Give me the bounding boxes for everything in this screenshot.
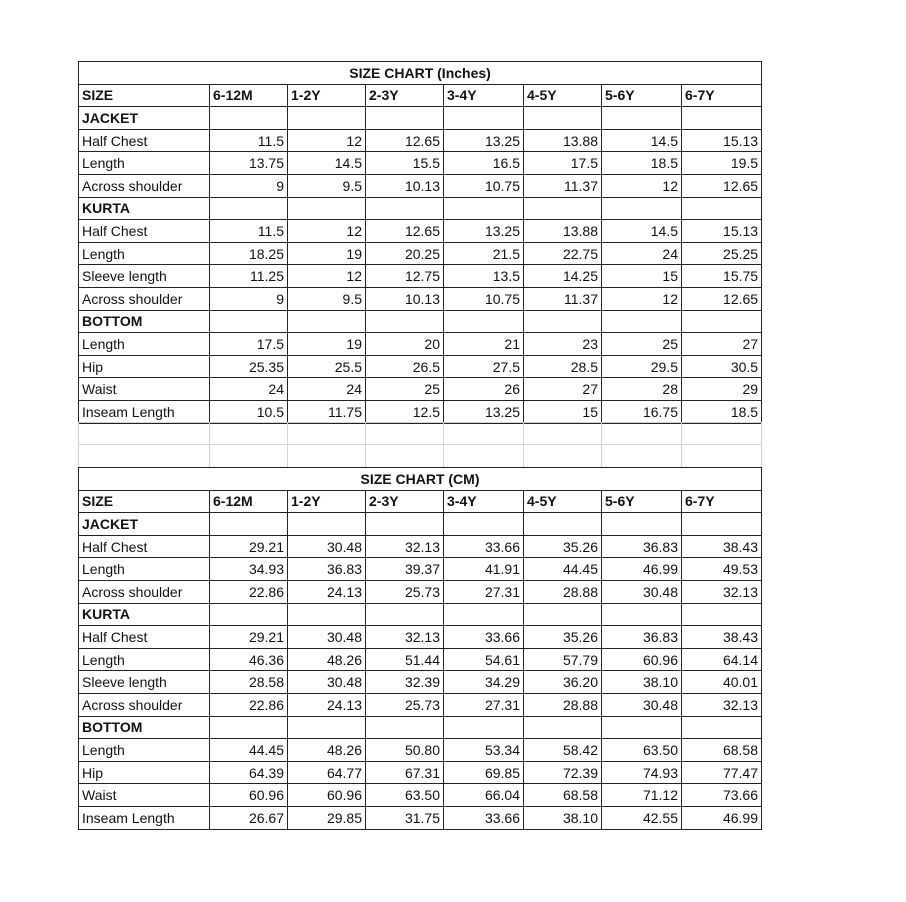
measurement-value: 15.5: [366, 152, 444, 175]
measurement-value: 14.25: [524, 265, 602, 288]
measurement-value: 17.5: [210, 333, 288, 356]
measurement-value: 12: [288, 265, 366, 288]
measurement-value: 38.43: [682, 626, 762, 649]
measurement-label: Across shoulder: [79, 580, 210, 603]
measurement-label: Length: [79, 152, 210, 175]
measurement-value: 25.73: [366, 580, 444, 603]
measurement-label: Hip: [79, 355, 210, 378]
measurement-label: Inseam Length: [79, 806, 210, 829]
measurement-value: 64.39: [210, 761, 288, 784]
section-heading: BOTTOM: [79, 716, 210, 739]
measurement-value: 57.79: [524, 648, 602, 671]
cm-table: [78, 467, 762, 830]
empty-cell: [444, 513, 524, 536]
size-column-header: 6-12M: [210, 84, 288, 107]
empty-cell: [602, 603, 682, 626]
measurement-value: 13.75: [210, 152, 288, 175]
measurement-value: 13.25: [444, 129, 524, 152]
measurement-value: 12.75: [366, 265, 444, 288]
measurement-value: 60.96: [288, 784, 366, 807]
measurement-value: 10.13: [366, 174, 444, 197]
measurement-value: 12.5: [366, 400, 444, 423]
measurement-value: 33.66: [444, 535, 524, 558]
measurement-value: 22.86: [210, 693, 288, 716]
empty-cell: [602, 107, 682, 130]
table-row: [79, 287, 762, 310]
measurement-label: Length: [79, 558, 210, 581]
measurement-value: 13.88: [524, 220, 602, 243]
measurement-value: 73.66: [682, 784, 762, 807]
measurement-value: 28.88: [524, 580, 602, 603]
measurement-value: 29: [682, 378, 762, 401]
measurement-value: 32.13: [366, 626, 444, 649]
measurement-value: 63.50: [602, 739, 682, 762]
section-heading: KURTA: [79, 197, 210, 220]
measurement-value: 25: [366, 378, 444, 401]
measurement-value: 53.34: [444, 739, 524, 762]
size-column-header: 1-2Y: [288, 490, 366, 513]
measurement-value: 35.26: [524, 535, 602, 558]
measurement-value: 40.01: [682, 671, 762, 694]
measurement-value: 36.20: [524, 671, 602, 694]
measurement-value: 14.5: [602, 129, 682, 152]
measurement-value: 27.5: [444, 355, 524, 378]
empty-cell: [524, 716, 602, 739]
table-row: [79, 152, 762, 175]
measurement-value: 35.26: [524, 626, 602, 649]
measurement-value: 77.47: [682, 761, 762, 784]
measurement-value: 30.48: [602, 693, 682, 716]
section-heading: JACKET: [79, 107, 210, 130]
size-column-header: 2-3Y: [366, 84, 444, 107]
measurement-value: 29.21: [210, 535, 288, 558]
empty-cell: [210, 107, 288, 130]
measurement-label: Across shoulder: [79, 287, 210, 310]
measurement-value: 24.13: [288, 693, 366, 716]
empty-cell: [602, 310, 682, 333]
measurement-value: 27.31: [444, 580, 524, 603]
empty-cell: [210, 603, 288, 626]
measurement-value: 30.48: [602, 580, 682, 603]
table-row: [79, 626, 762, 649]
empty-cell: [210, 310, 288, 333]
measurement-value: 22.86: [210, 580, 288, 603]
measurement-value: 27: [682, 333, 762, 356]
measurement-value: 18.25: [210, 242, 288, 265]
measurement-value: 12.65: [366, 129, 444, 152]
table-row: [79, 378, 762, 401]
table-row: [79, 355, 762, 378]
measurement-value: 38.43: [682, 535, 762, 558]
measurement-value: 14.5: [602, 220, 682, 243]
size-column-header: 4-5Y: [524, 84, 602, 107]
measurement-value: 68.58: [682, 739, 762, 762]
measurement-value: 10.75: [444, 287, 524, 310]
measurement-value: 9.5: [288, 287, 366, 310]
empty-cell: [366, 603, 444, 626]
measurement-value: 32.13: [682, 580, 762, 603]
table-row: [79, 558, 762, 581]
measurement-value: 11.5: [210, 129, 288, 152]
table-row: [79, 580, 762, 603]
empty-cell: [444, 197, 524, 220]
measurement-value: 12: [288, 220, 366, 243]
measurement-value: 18.5: [602, 152, 682, 175]
measurement-value: 36.83: [602, 626, 682, 649]
measurement-value: 19: [288, 333, 366, 356]
table-row: [79, 129, 762, 152]
measurement-value: 11.5: [210, 220, 288, 243]
section-heading: JACKET: [79, 513, 210, 536]
measurement-value: 10.13: [366, 287, 444, 310]
measurement-value: 28.88: [524, 693, 602, 716]
measurement-value: 11.37: [524, 287, 602, 310]
measurement-value: 42.55: [602, 806, 682, 829]
empty-cell: [366, 310, 444, 333]
measurement-value: 13.88: [524, 129, 602, 152]
chart-title: SIZE CHART (Inches): [79, 62, 762, 85]
empty-cell: [524, 513, 602, 536]
empty-cell: [366, 197, 444, 220]
empty-cell: [288, 197, 366, 220]
measurement-value: 15: [524, 400, 602, 423]
table-row: [79, 174, 762, 197]
measurement-value: 48.26: [288, 648, 366, 671]
size-chart-inches: [78, 61, 761, 424]
measurement-value: 23: [524, 333, 602, 356]
measurement-value: 25: [602, 333, 682, 356]
empty-cell: [366, 513, 444, 536]
size-column-header: 1-2Y: [288, 84, 366, 107]
size-column-header: 3-4Y: [444, 84, 524, 107]
size-column-header: 6-7Y: [682, 84, 762, 107]
measurement-value: 69.85: [444, 761, 524, 784]
measurement-value: 13.5: [444, 265, 524, 288]
measurement-label: Half Chest: [79, 535, 210, 558]
measurement-value: 24: [210, 378, 288, 401]
empty-cell: [210, 716, 288, 739]
measurement-value: 32.39: [366, 671, 444, 694]
measurement-value: 46.99: [602, 558, 682, 581]
measurement-value: 22.75: [524, 242, 602, 265]
empty-cell: [682, 310, 762, 333]
measurement-value: 33.66: [444, 806, 524, 829]
measurement-value: 17.5: [524, 152, 602, 175]
empty-cell: [366, 716, 444, 739]
empty-cell: [288, 716, 366, 739]
empty-cell: [444, 310, 524, 333]
measurement-value: 50.80: [366, 739, 444, 762]
measurement-value: 14.5: [288, 152, 366, 175]
empty-cell: [288, 513, 366, 536]
measurement-label: Waist: [79, 784, 210, 807]
table-row: [79, 806, 762, 829]
measurement-label: Length: [79, 739, 210, 762]
empty-cell: [682, 107, 762, 130]
measurement-value: 34.93: [210, 558, 288, 581]
measurement-label: Half Chest: [79, 129, 210, 152]
measurement-value: 46.99: [682, 806, 762, 829]
size-column-header: 3-4Y: [444, 490, 524, 513]
measurement-value: 30.48: [288, 671, 366, 694]
measurement-value: 36.83: [288, 558, 366, 581]
measurement-value: 38.10: [524, 806, 602, 829]
measurement-value: 12.65: [682, 287, 762, 310]
measurement-value: 63.50: [366, 784, 444, 807]
measurement-value: 21: [444, 333, 524, 356]
empty-cell: [602, 197, 682, 220]
measurement-value: 30.5: [682, 355, 762, 378]
size-header: SIZE: [79, 84, 210, 107]
empty-cell: [682, 513, 762, 536]
measurement-value: 28: [602, 378, 682, 401]
measurement-value: 27: [524, 378, 602, 401]
measurement-value: 39.37: [366, 558, 444, 581]
table-row: [79, 220, 762, 243]
measurement-label: Length: [79, 648, 210, 671]
size-chart-cm: [78, 467, 761, 830]
empty-cell: [288, 603, 366, 626]
empty-cell: [524, 310, 602, 333]
measurement-value: 72.39: [524, 761, 602, 784]
measurement-value: 13.25: [444, 400, 524, 423]
measurement-value: 10.75: [444, 174, 524, 197]
measurement-value: 28.5: [524, 355, 602, 378]
measurement-value: 20: [366, 333, 444, 356]
empty-cell: [444, 603, 524, 626]
measurement-value: 26.5: [366, 355, 444, 378]
measurement-value: 13.25: [444, 220, 524, 243]
measurement-value: 29.85: [288, 806, 366, 829]
measurement-value: 16.75: [602, 400, 682, 423]
measurement-value: 25.35: [210, 355, 288, 378]
measurement-value: 15: [602, 265, 682, 288]
measurement-value: 9: [210, 287, 288, 310]
measurement-value: 25.73: [366, 693, 444, 716]
measurement-value: 36.83: [602, 535, 682, 558]
measurement-value: 18.5: [682, 400, 762, 423]
empty-cell: [682, 716, 762, 739]
measurement-value: 31.75: [366, 806, 444, 829]
measurement-value: 25.25: [682, 242, 762, 265]
size-column-header: 5-6Y: [602, 84, 682, 107]
measurement-value: 12: [602, 174, 682, 197]
size-column-header: 6-7Y: [682, 490, 762, 513]
size-column-header: 6-12M: [210, 490, 288, 513]
measurement-value: 67.31: [366, 761, 444, 784]
table-row: [79, 242, 762, 265]
table-row: [79, 693, 762, 716]
measurement-value: 58.42: [524, 739, 602, 762]
measurement-value: 12.65: [366, 220, 444, 243]
measurement-value: 66.04: [444, 784, 524, 807]
measurement-value: 74.93: [602, 761, 682, 784]
measurement-value: 49.53: [682, 558, 762, 581]
measurement-value: 71.12: [602, 784, 682, 807]
inches-table: [78, 61, 762, 424]
measurement-label: Waist: [79, 378, 210, 401]
measurement-value: 19: [288, 242, 366, 265]
empty-cell: [288, 310, 366, 333]
measurement-value: 21.5: [444, 242, 524, 265]
size-column-header: 4-5Y: [524, 490, 602, 513]
empty-cell: [602, 716, 682, 739]
empty-cell: [210, 197, 288, 220]
measurement-value: 54.61: [444, 648, 524, 671]
measurement-value: 46.36: [210, 648, 288, 671]
measurement-value: 64.14: [682, 648, 762, 671]
empty-cell: [524, 197, 602, 220]
measurement-label: Length: [79, 333, 210, 356]
measurement-value: 28.58: [210, 671, 288, 694]
table-row: [79, 648, 762, 671]
measurement-value: 38.10: [602, 671, 682, 694]
measurement-value: 11.75: [288, 400, 366, 423]
measurement-value: 12.65: [682, 174, 762, 197]
measurement-value: 64.77: [288, 761, 366, 784]
table-row: [79, 400, 762, 423]
chart-title: SIZE CHART (CM): [79, 468, 762, 491]
measurement-value: 11.25: [210, 265, 288, 288]
table-row: [79, 535, 762, 558]
measurement-label: Half Chest: [79, 220, 210, 243]
empty-cell: [366, 107, 444, 130]
size-header: SIZE: [79, 490, 210, 513]
measurement-value: 9.5: [288, 174, 366, 197]
size-column-header: 2-3Y: [366, 490, 444, 513]
table-row: [79, 784, 762, 807]
measurement-value: 15.75: [682, 265, 762, 288]
measurement-label: Inseam Length: [79, 400, 210, 423]
empty-cell: [524, 603, 602, 626]
measurement-label: Hip: [79, 761, 210, 784]
empty-cell: [444, 716, 524, 739]
measurement-value: 24.13: [288, 580, 366, 603]
measurement-value: 51.44: [366, 648, 444, 671]
measurement-value: 48.26: [288, 739, 366, 762]
measurement-value: 34.29: [444, 671, 524, 694]
measurement-value: 26.67: [210, 806, 288, 829]
table-row: [79, 761, 762, 784]
measurement-label: Across shoulder: [79, 693, 210, 716]
measurement-value: 60.96: [602, 648, 682, 671]
measurement-value: 29.5: [602, 355, 682, 378]
measurement-value: 44.45: [210, 739, 288, 762]
table-row: [79, 739, 762, 762]
measurement-value: 11.37: [524, 174, 602, 197]
measurement-value: 15.13: [682, 129, 762, 152]
measurement-value: 12: [288, 129, 366, 152]
measurement-value: 44.45: [524, 558, 602, 581]
table-row: [79, 671, 762, 694]
empty-cell: [444, 107, 524, 130]
measurement-value: 24: [602, 242, 682, 265]
section-heading: BOTTOM: [79, 310, 210, 333]
empty-cell: [524, 107, 602, 130]
empty-cell: [602, 513, 682, 536]
measurement-value: 33.66: [444, 626, 524, 649]
empty-cell: [682, 603, 762, 626]
measurement-value: 12: [602, 287, 682, 310]
measurement-value: 27.31: [444, 693, 524, 716]
measurement-value: 26: [444, 378, 524, 401]
measurement-value: 25.5: [288, 355, 366, 378]
empty-cell: [210, 513, 288, 536]
section-heading: KURTA: [79, 603, 210, 626]
measurement-value: 20.25: [366, 242, 444, 265]
measurement-label: Sleeve length: [79, 265, 210, 288]
measurement-value: 9: [210, 174, 288, 197]
measurement-value: 24: [288, 378, 366, 401]
measurement-value: 60.96: [210, 784, 288, 807]
table-row: [79, 265, 762, 288]
empty-cell: [682, 197, 762, 220]
measurement-value: 30.48: [288, 626, 366, 649]
size-column-header: 5-6Y: [602, 490, 682, 513]
measurement-value: 16.5: [444, 152, 524, 175]
measurement-label: Across shoulder: [79, 174, 210, 197]
measurement-value: 30.48: [288, 535, 366, 558]
empty-cell: [288, 107, 366, 130]
measurement-label: Half Chest: [79, 626, 210, 649]
measurement-value: 32.13: [366, 535, 444, 558]
measurement-value: 15.13: [682, 220, 762, 243]
measurement-value: 10.5: [210, 400, 288, 423]
measurement-value: 68.58: [524, 784, 602, 807]
table-row: [79, 333, 762, 356]
measurement-label: Sleeve length: [79, 671, 210, 694]
spacer-rows: [78, 422, 761, 467]
measurement-value: 41.91: [444, 558, 524, 581]
measurement-label: Length: [79, 242, 210, 265]
measurement-value: 19.5: [682, 152, 762, 175]
measurement-value: 29.21: [210, 626, 288, 649]
measurement-value: 32.13: [682, 693, 762, 716]
